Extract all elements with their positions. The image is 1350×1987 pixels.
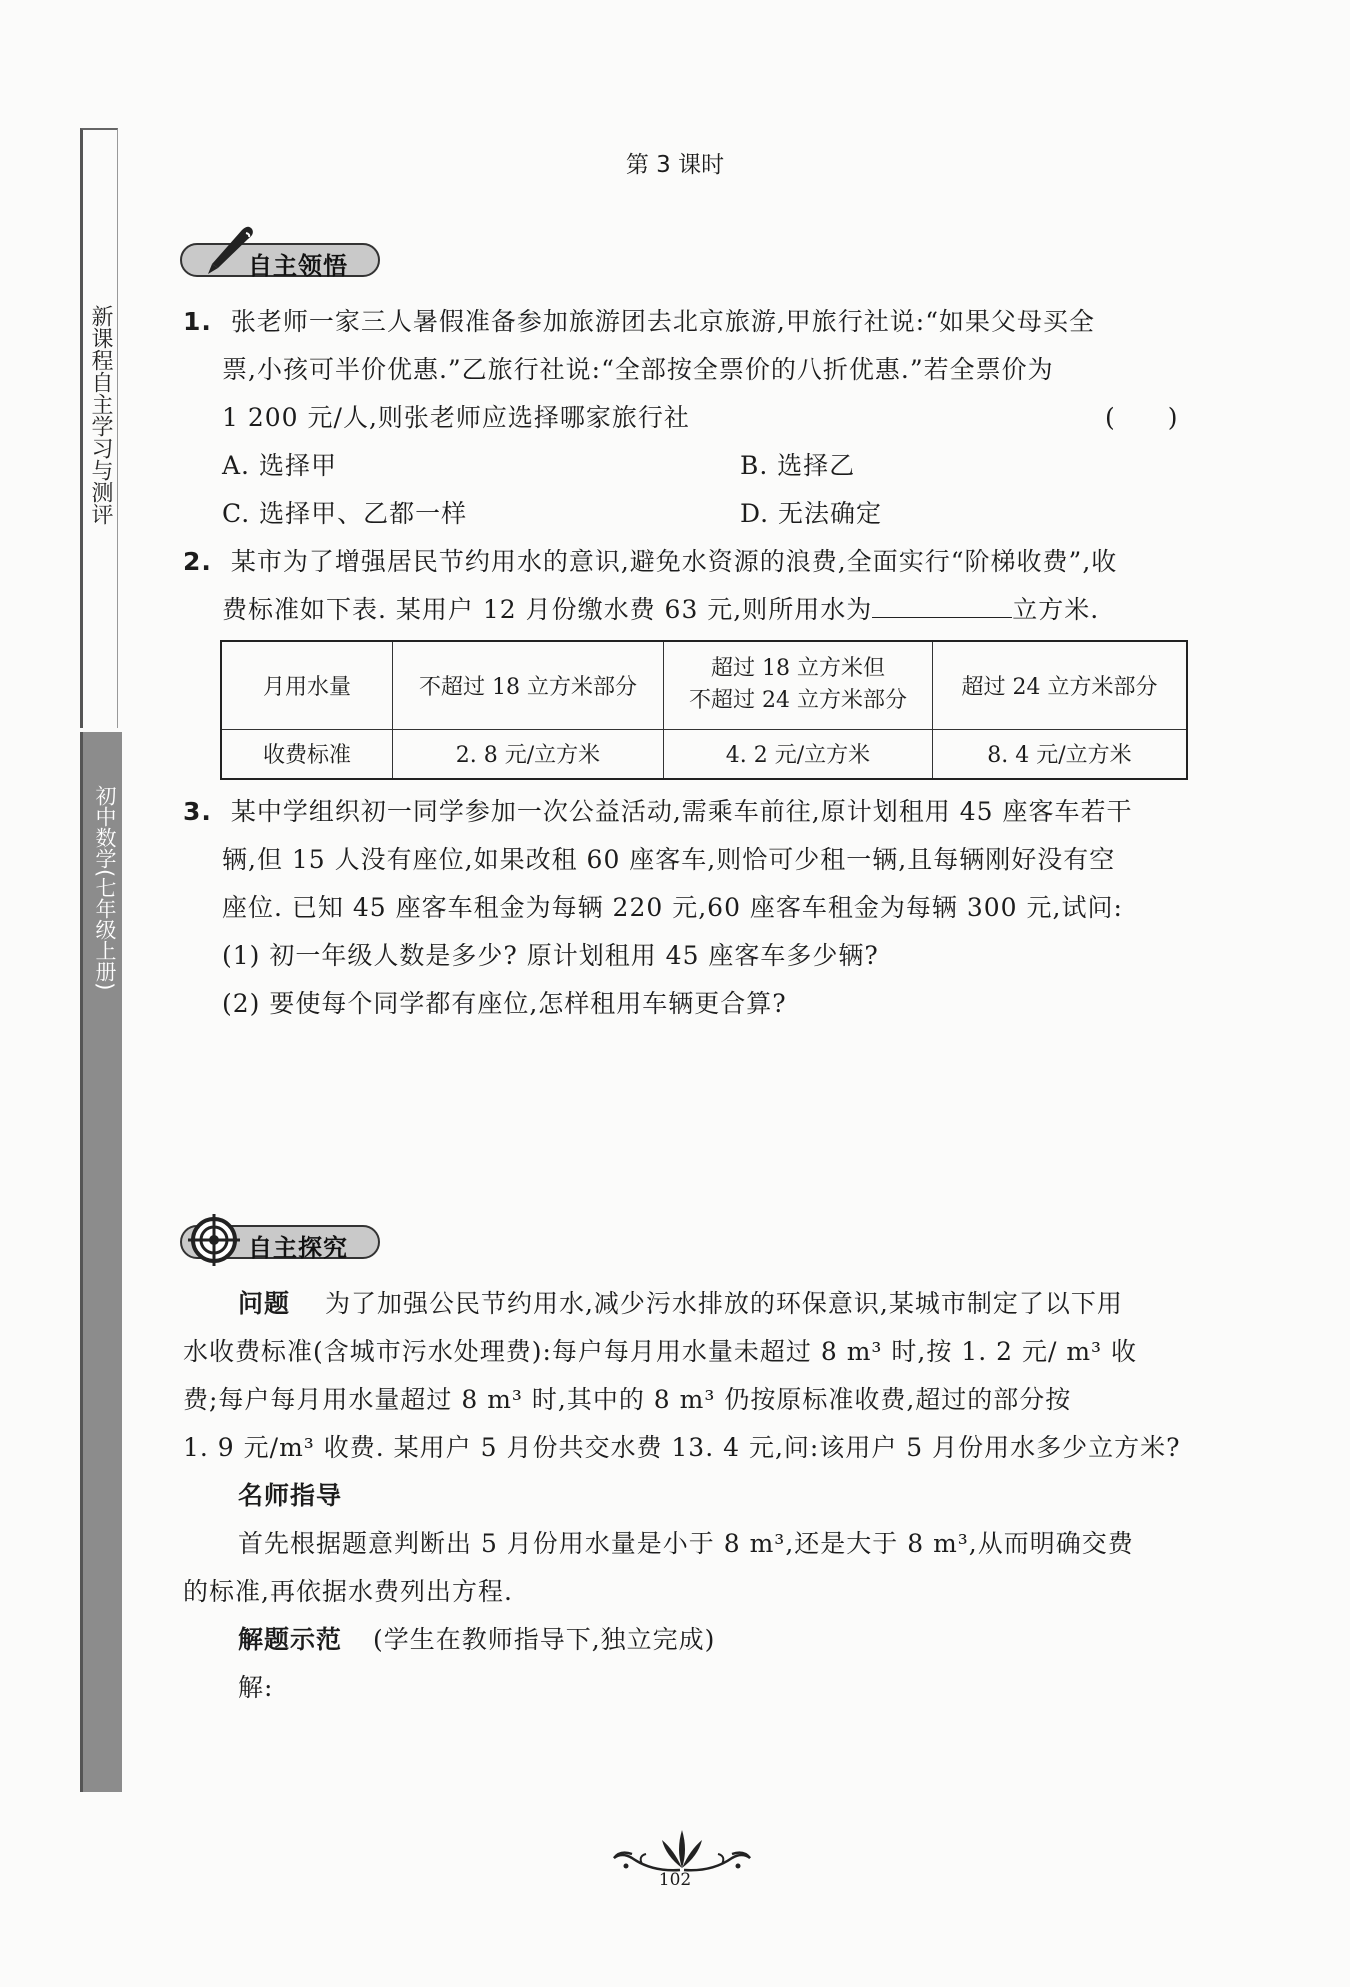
question-number: 2. xyxy=(183,547,212,576)
question-text: 张老师一家三人暑假准备参加旅游团去北京旅游,甲旅行社说:“如果父母买全 xyxy=(230,307,1096,336)
answer-blank xyxy=(872,587,1012,618)
solution-start: 解: xyxy=(238,1673,274,1702)
problem-line1 xyxy=(238,1280,1123,1328)
cell-line: 不超过 24 立方米部分 xyxy=(689,688,907,714)
sidebar-subject: 初中数学(七年级上册) xyxy=(93,785,117,991)
table-cell: 不超过 18 立方米部分 xyxy=(393,641,664,729)
question-text: 费标准如下表. 某用户 12 月份缴水费 63 元,则所用水为 xyxy=(222,595,873,624)
table-cell: 8. 4 元/立方米 xyxy=(933,729,1188,779)
sidebar-book-title: 新课程自主学习与测评 xyxy=(88,305,113,525)
q3-line3: 座位. 已知 45 座客车租金为每辆 220 元,60 座客车租金为每辆 300 元,试问: xyxy=(222,893,1123,922)
table-row xyxy=(221,729,1187,779)
target-icon xyxy=(186,1212,242,1268)
section-badge-self-exploration xyxy=(180,1222,380,1262)
table-cell: 4. 2 元/立方米 xyxy=(664,729,933,779)
q3-sub2: (2) 要使每个同学都有座位,怎样租用车辆更合算? xyxy=(222,989,787,1018)
q3-sub1: (1) 初一年级人数是多少? 原计划租用 45 座客车多少辆? xyxy=(222,941,879,970)
page-number: 102 xyxy=(658,1870,692,1890)
question-text: 立方米. xyxy=(1012,595,1100,624)
q1-line2: 票,小孩可半价优惠.”乙旅行社说:“全部按全票价的八折优惠.”若全票价为 xyxy=(222,355,1054,384)
question-text: 某市为了增强居民节约用水的意识,避免水资源的浪费,全面实行“阶梯收费”,收 xyxy=(230,547,1118,576)
question-text: 某中学组织初一同学参加一次公益活动,需乘车前往,原计划租用 45 座客车若干 xyxy=(230,797,1133,826)
guidance-label: 名师指导 xyxy=(238,1481,343,1510)
pen-icon xyxy=(198,224,258,276)
problem-line4: 1. 9 元/m³ 收费. 某用户 5 月份共交水费 13. 4 元,问:该用户 5 月份用水多少立方米? xyxy=(183,1433,1181,1462)
option-b: B. 选择乙 xyxy=(740,451,856,480)
question-number: 3. xyxy=(183,797,212,826)
q3-line2: 辆,但 15 人没有座位,如果改租 60 座客车,则恰可少租一辆,且每辆刚好没有空 xyxy=(222,845,1116,874)
guidance-line2: 的标准,再依据水费列出方程. xyxy=(183,1577,513,1606)
section-badge-self-understanding xyxy=(180,240,380,280)
answer-parentheses: ( ) xyxy=(1105,403,1179,432)
problem-line3: 费;每户每月用水量超过 8 m³ 时,其中的 8 m³ 仍按原标准收费,超过的部分按 xyxy=(183,1385,1072,1414)
question-number: 1. xyxy=(183,307,212,336)
badge-label: 自主探究 xyxy=(248,1234,348,1262)
badge-label: 自主领悟 xyxy=(248,252,348,280)
table-cell: 收费标准 xyxy=(221,729,393,779)
solution-note: (学生在教师指导下,独立完成) xyxy=(372,1625,716,1654)
problem-text: 为了加强公民节约用水,减少污水排放的环保意识,某城市制定了以下用 xyxy=(324,1289,1123,1318)
table-cell xyxy=(664,641,933,729)
table-cell: 2. 8 元/立方米 xyxy=(393,729,664,779)
fee-table xyxy=(220,640,1188,780)
problem-label: 问题 xyxy=(238,1289,291,1318)
guidance-line1: 首先根据题意判断出 5 月份用水量是小于 8 m³,还是大于 8 m³,从而明确交费 xyxy=(238,1529,1134,1558)
cell-line: 超过 18 立方米但 xyxy=(711,656,885,682)
solution-label: 解题示范 xyxy=(238,1625,343,1654)
q3-line1 xyxy=(183,788,1132,836)
option-d: D. 无法确定 xyxy=(740,499,883,528)
table-cell: 超过 24 立方米部分 xyxy=(933,641,1188,729)
q1-line1 xyxy=(183,298,1095,346)
q1-line3: 1 200 元/人,则张老师应选择哪家旅行社 xyxy=(222,403,690,432)
option-c: C. 选择甲、乙都一样 xyxy=(222,499,468,528)
solution-line xyxy=(238,1616,715,1664)
q2-line2 xyxy=(222,586,1099,634)
lesson-title: 第 3 课时 xyxy=(625,152,725,178)
q2-line1 xyxy=(183,538,1117,586)
table-row xyxy=(221,641,1187,729)
table-cell: 月用水量 xyxy=(221,641,393,729)
option-a: A. 选择甲 xyxy=(222,451,337,480)
problem-line2: 水收费标准(含城市污水处理费):每户每月用水量未超过 8 m³ 时,按 1. 2 元/ m³ 收 xyxy=(183,1337,1137,1366)
